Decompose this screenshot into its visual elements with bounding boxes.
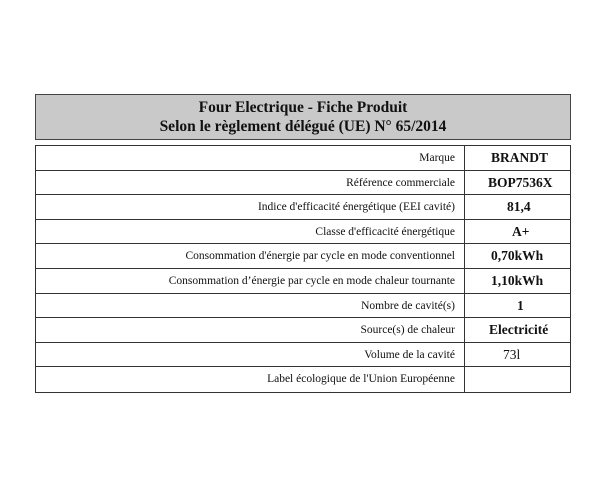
table-row [36,171,570,196]
table-row [36,269,570,294]
row-value: 1 [517,297,524,313]
row-label: Consommation d'énergie par cycle en mode conventionnel [36,244,465,268]
sheet-subtitle: Selon le règlement délégué (UE) N° 65/2014 [159,118,447,135]
table-row [36,367,570,392]
row-value: 1,10kWh [491,272,544,288]
row-label: Marque [36,146,465,170]
row-label: Indice d'efficacité énergétique (EEI cavité) [36,195,465,219]
row-label: Nombre de cavité(s) [36,294,465,318]
row-label: Source(s) de chaleur [36,318,465,342]
row-value [465,367,570,392]
row-label: Classe d'efficacité énergétique [36,220,465,244]
row-label: Label écologique de l'Union Européenne [36,367,465,392]
table-row [36,318,570,343]
row-value: BOP7536X [488,174,553,190]
table-row [36,343,570,368]
row-value: Electricité [489,322,549,338]
table-row [36,146,570,171]
row-label: Volume de la cavité [36,343,465,367]
table-row [36,220,570,245]
row-value: A+ [512,223,530,239]
row-value: 73l [503,346,521,362]
row-value: BRANDT [491,150,549,165]
table-row [36,195,570,220]
sheet-header [35,94,571,140]
row-value: 81,4 [507,199,531,215]
row-label: Référence commerciale [36,171,465,195]
table-row [36,294,570,319]
sheet-title: Four Electrique - Fiche Produit [198,99,408,116]
product-table [35,145,571,393]
row-label: Consommation d’énergie par cycle en mode chaleur tournante [36,269,465,293]
row-value: 0,70kWh [491,248,544,264]
table-row [36,244,570,269]
